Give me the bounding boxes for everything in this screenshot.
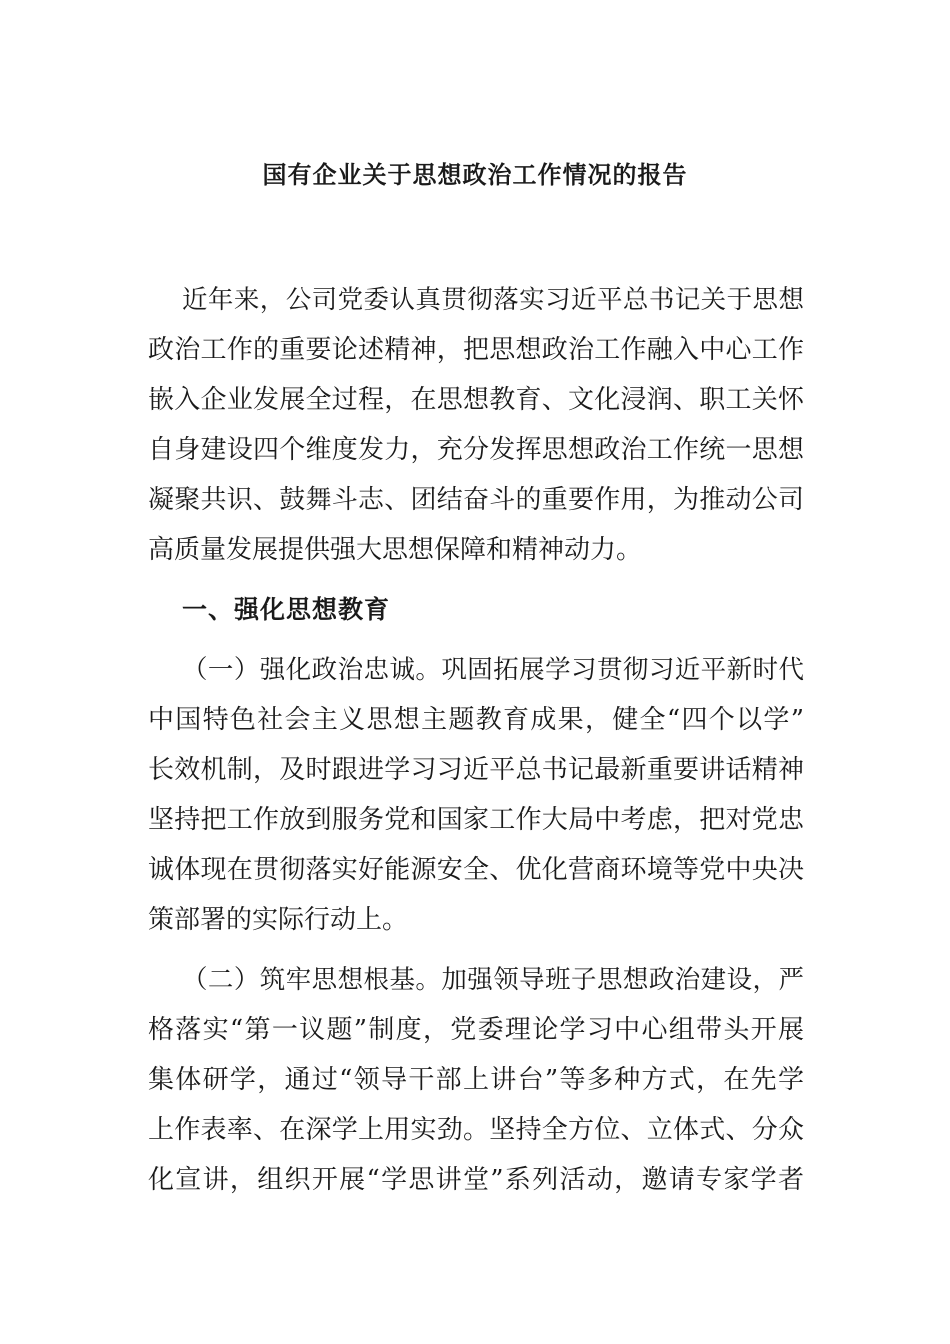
item1-line-3: 长效机制，及时跟进学习习近平总书记最新重要讲话精神 [148,755,804,785]
item2-line-5: 化宣讲，组织开展“学思讲堂”系列活动，邀请专家学者 [148,1165,804,1195]
item1-line-2: 中国特色社会主义思想主题教育成果，健全“四个以学” [148,705,804,735]
section-heading-1: 一、强化思想教育 [182,595,391,624]
item1-line-4: 坚持把工作放到服务党和国家工作大局中考虑，把对党忠 [148,805,804,835]
item1-line-1: （一）强化政治忠诚。巩固拓展学习贯彻习近平新时代 [182,655,804,685]
item2-line-2: 格落实“第一议题”制度，党委理论学习中心组带头开展 [148,1015,804,1045]
item2-line-3: 集体研学，通过“领导干部上讲台”等多种方式，在先学 [148,1065,804,1095]
intro-line-6: 高质量发展提供强大思想保障和精神动力。 [148,535,643,565]
item2-line-1: （二）筑牢思想根基。加强领导班子思想政治建设，严 [182,965,804,995]
intro-line-1: 近年来，公司党委认真贯彻落实习近平总书记关于思想 [182,285,804,315]
document-title: 国有企业关于思想政治工作情况的报告 [262,161,688,189]
intro-line-4: 自身建设四个维度发力，充分发挥思想政治工作统一思想 [148,435,804,465]
item1-line-5: 诚体现在贯彻落实好能源安全、优化营商环境等党中央决 [148,855,804,885]
item1-line-6: 策部署的实际行动上。 [148,905,409,935]
intro-line-5: 凝聚共识、鼓舞斗志、团结奋斗的重要作用，为推动公司 [148,485,804,515]
item2-line-4: 上作表率、在深学上用实劲。坚持全方位、立体式、分众 [148,1115,804,1145]
intro-line-2: 政治工作的重要论述精神，把思想政治工作融入中心工作 [148,335,804,365]
intro-line-3: 嵌入企业发展全过程，在思想教育、文化浸润、职工关怀 [148,385,804,415]
